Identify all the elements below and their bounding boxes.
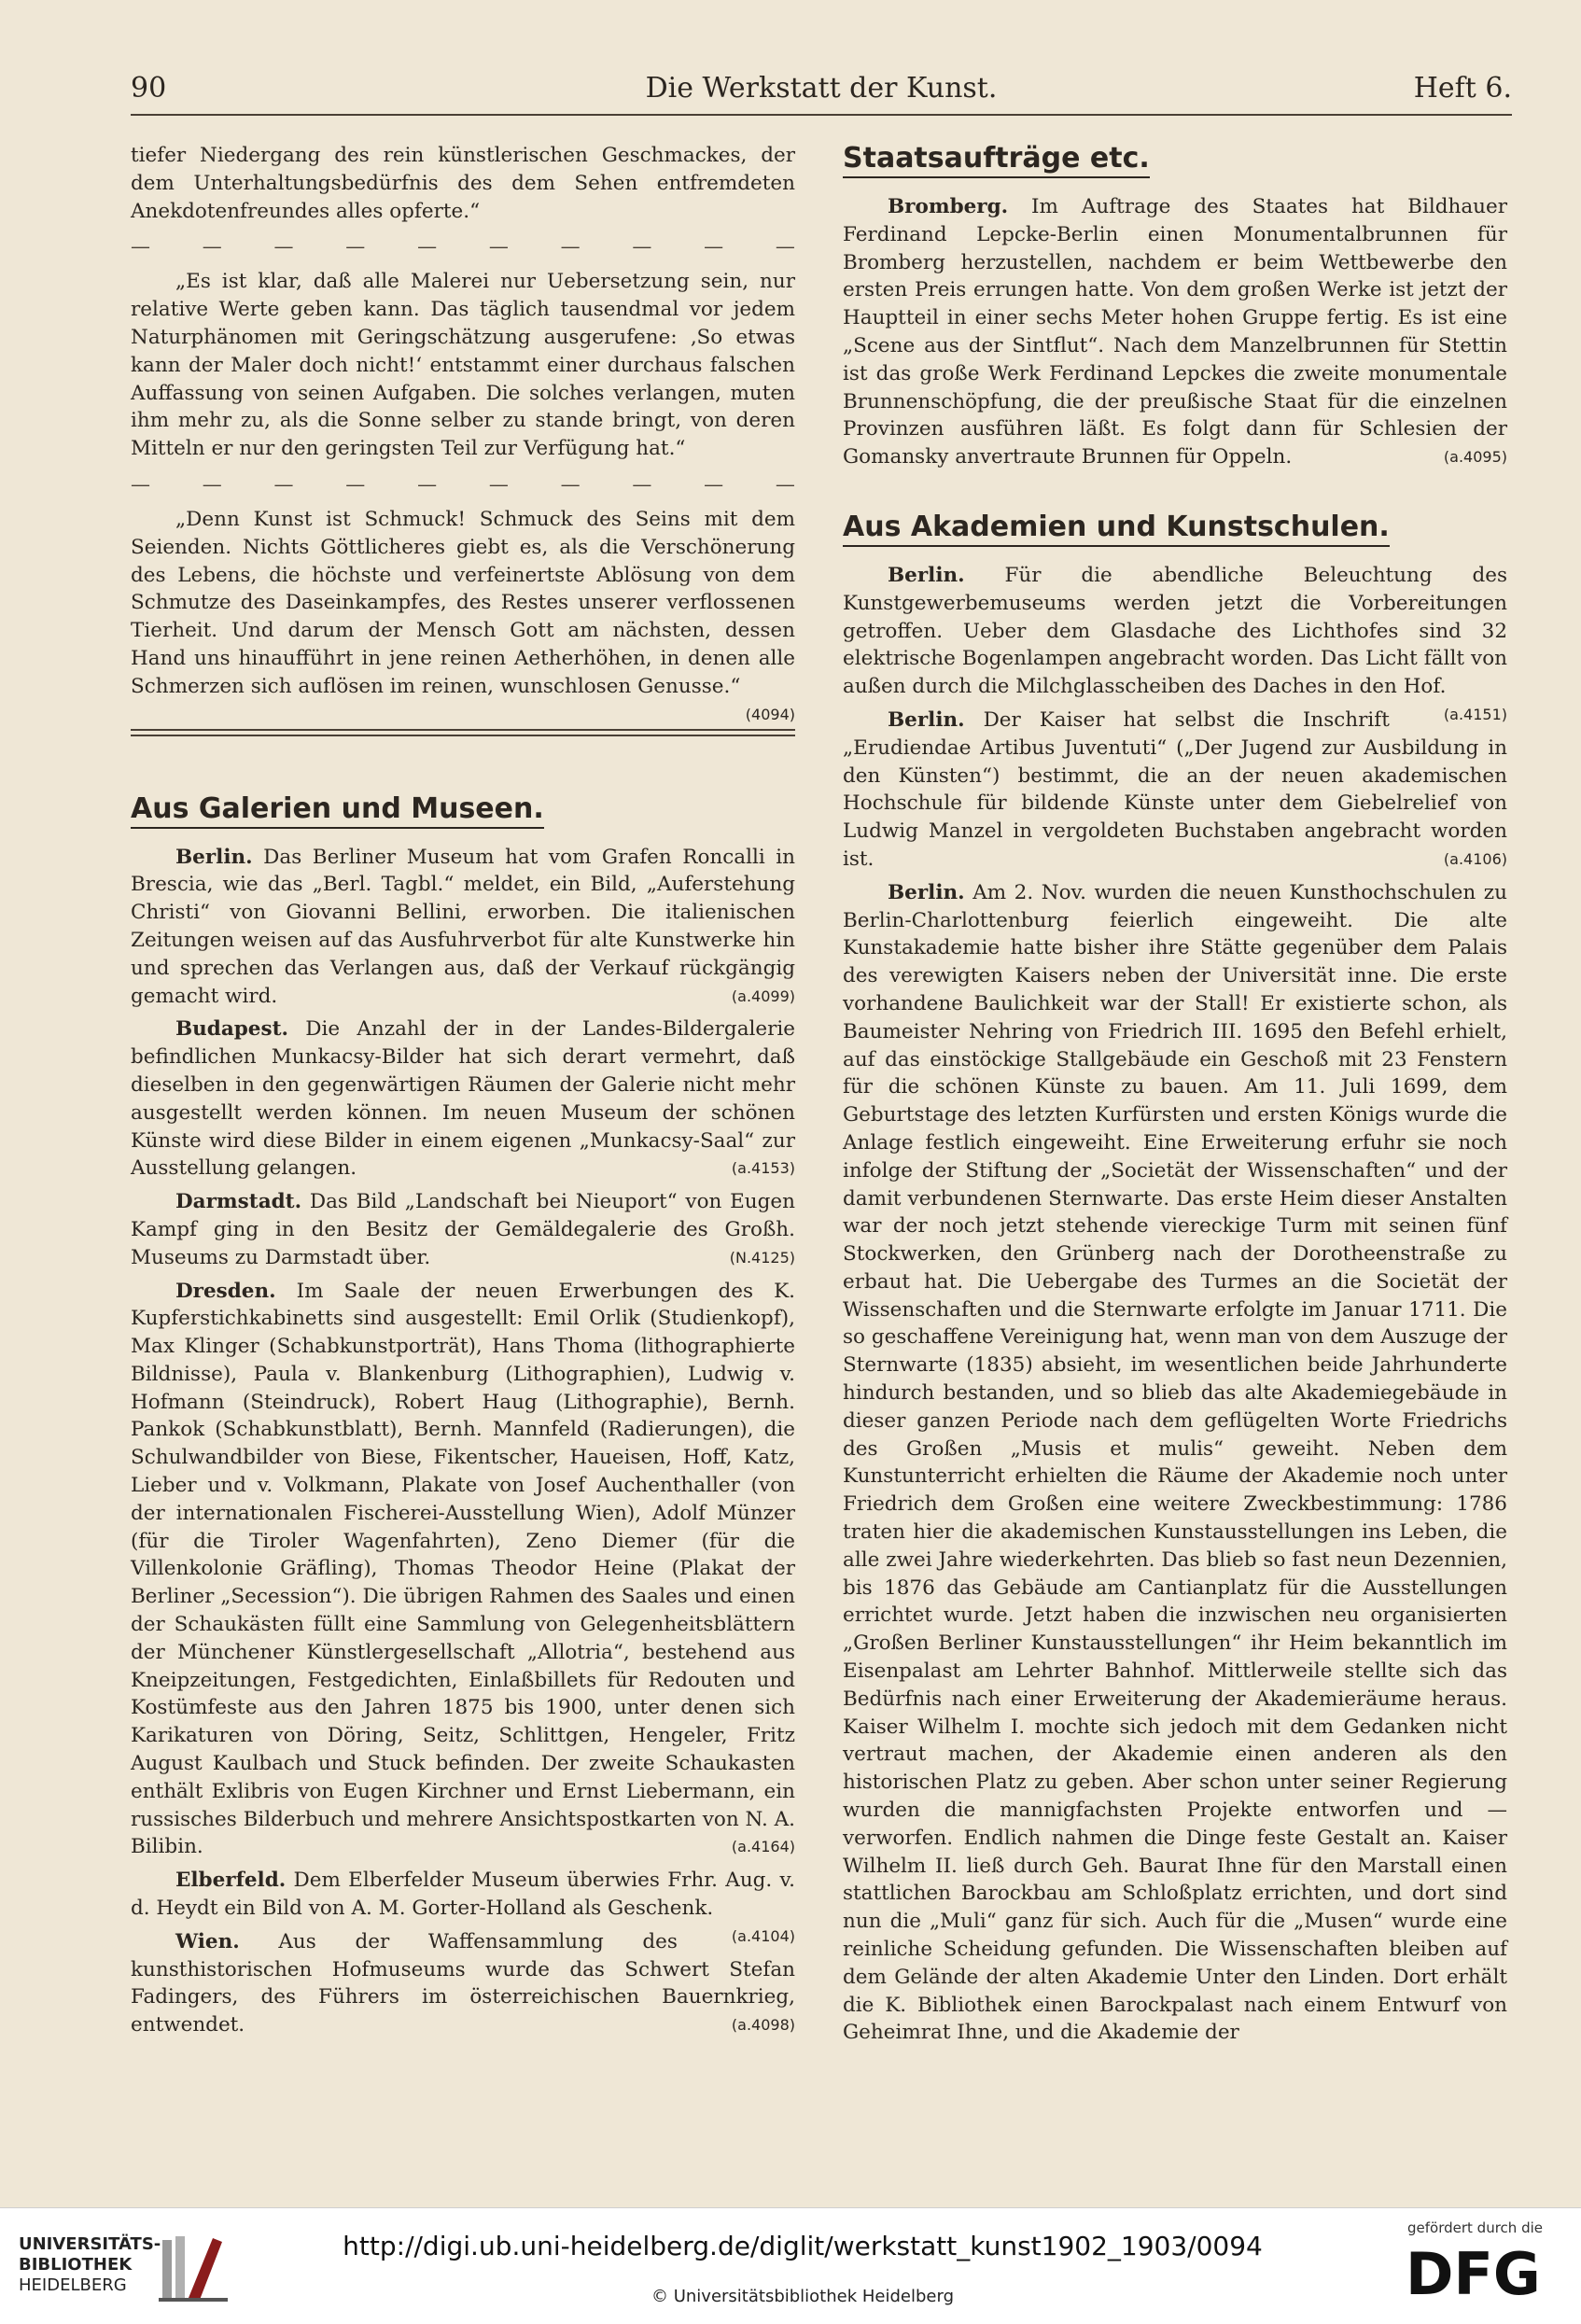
- funding-caption: gefördert durch die: [1407, 2219, 1543, 2236]
- news-item: [131, 1188, 795, 1271]
- reference-number: (a.4099): [731, 987, 795, 1005]
- news-list: [843, 562, 1507, 2047]
- left-column: [131, 142, 795, 2045]
- place-name: Dresden.: [175, 1279, 276, 1303]
- running-title: Die Werkstatt der Kunst.: [645, 72, 998, 105]
- place-name: Wien.: [175, 1929, 240, 1953]
- news-list: [131, 844, 795, 2039]
- place-name: Berlin.: [175, 845, 253, 869]
- place-name: Berlin.: [888, 563, 965, 587]
- reference-number: (a.4106): [1443, 849, 1507, 868]
- digitization-footer: [0, 2207, 1581, 2324]
- library-logo-icon: [157, 2231, 231, 2305]
- item-text: Der Kaiser hat selbst die Inschrift „Erudiendae Artibus Juventuti“ („Der Jugend zur Ausbildung in den Künsten“) bestimmt, die an der neuen akademischen Hochschule für bildende Künste unter dem Giebelrelief von Ludwig Manzel in vergoldeten Buchstaben angebracht worden ist.: [843, 707, 1507, 871]
- running-header: [131, 58, 1512, 116]
- place-name: Budapest.: [175, 1017, 289, 1042]
- item-text: Das Berliner Museum hat vom Grafen Roncalli in Brescia, wie das „Berl. Tagbl.“ meldet, ein Bild, „Auferstehung Christi“ von Giovanni Bellini, erworben. Die italienischen Zeitungen weisen auf das Ausfuhrverbot für alte Kunstwerke hin und sprechen das Verlangen aus, daß der Verkauf rückgängig gemacht wird.: [131, 845, 795, 1008]
- double-rule-divider: [131, 729, 795, 736]
- reference-number: (a.4095): [1443, 448, 1507, 467]
- reference-number: (N.4125): [729, 1248, 795, 1267]
- section-title: Staatsaufträge etc.: [843, 142, 1150, 178]
- dfg-logo-icon: [1406, 2242, 1546, 2300]
- item-text: Im Auftrage des Staates hat Bildhauer Ferdinand Lepcke-Berlin einen Monumentalbrunnen für Bromberg herzustellen, nachdem er beim Wettbewerbe den ersten Preis errungen hatte. Von dem großen Werke ist jetzt der Hauptteil in einer sechs Meter hohen Gruppe fertig. Es ist eine „Scene aus der Sintflut“. Nach dem Manzelbrunnen für Stettin ist das große Werk Ferdinand Lepckes die zweite monumentale Brunnenschöpfung, die der preußische Staat für die einzelnen Provinzen ausführen läßt. Es folgt dann für Schlesien der Gomansky anvertraute Brunnen für Oppeln.: [843, 195, 1507, 469]
- dash-separator: — — — — — — — — — —: [131, 472, 795, 496]
- news-item: [843, 193, 1507, 471]
- item-text: Am 2. Nov. wurden die neuen Kunsthochschulen zu Berlin-Charlottenburg feierlich eingeweiht. Die alte Kunstakademie hatte bisher ihre Stätte gegenüber dem Palais des verewigten Kaisers neben der Universität inne. Die erste vorhandene Baulichkeit war der Stall! Er existierte schon, als Baumeister Nehring von Friedrich III. 1695 den Befehl erhielt, auf das einstöckige Stallgebäude ein Geschoß mit 23 Fenstern für die schönen Künste zu bauen. Am 11. Juli 1699, dem Geburtstage des letzten Kurfürsten und ersten Königs wurde die Anlage festlich eingeweiht. Eine Erweiterung erfuhr sie noch infolge der Stiftung der „Societät der Wissenschaften“ und der damit verbundenen Sternwarte. Das erste Heim dieser Anstalten war der noch jetzt stehende viereckige Turm mit seinen fünf Stockwerken, den Grünberg nach der Dorotheenstraße zu erbaut hat. Die Uebergabe des Turmes an die Societät der Wissenschaften und die Sternwarte erfolgte im Januar 1711. Die so geschaffene Vereinigung hat, wenn man von dem Auszuge der Sternwarte (1835) absieht, im wesentlichen beide Jahrhunderte hindurch bestanden, und so blieb das alte Akademiegebäude in dieser ganzen Periode nach dem geflügelten Worte Friedrichs des Großen „Musis et mulis“ geweiht. Neben dem Kunstunterricht erhielten die Räume der Akademie noch unter Friedrich dem Großen eine weitere Zweckbestimmung: 1786 traten hier die akademischen Kunstausstellungen ins Leben, die alle zwei Jahre wiederkehrten. Das blieb so fast neun Dezennien, bis 1876 das Gebäude am Cantianplatz für die Ausstellungen errichtet wurde. Jetzt haben die inzwischen neu organisierten „Großen Berliner Kunstausstellungen“ ihr Heim bekanntlich im Eisenpalast am Lehrter Bahnhof. Mittlerweile stellte sich das Bedürfnis nach einer Erweiterung der Akademieräume heraus. Kaiser Wilhelm I. mochte sich jedoch mit dem Gedanken nicht vertraut machen, der Akademie einen anderen als den historischen Platz zu geben. Aber schon unter seiner Regierung wurden die mannigfachsten Projekte entworfen und — verworfen. Endlich nahmen die Dinge feste Gestalt an. Kaiser Wilhelm II. ließ durch Geh. Baurat Ihne für den Marstall einen stattlichen Barockbau am Schloßplatz errichten, und dort sind nun die „Muli“ ganz für sich. Auch für die „Musen“ wurde eine reinliche Scheidung gefunden. Die Wissenschaften bleiben auf dem Gelände der alten Akademie Unter den Linden. Dort erhält die K. Bibliothek einen Barockpalast nach einem Entwurf von Geheimrat Ihne, und die Akademie der: [843, 880, 1507, 2045]
- reference-number: (4094): [745, 705, 795, 723]
- paragraph: „Es ist klar, daß alle Malerei nur Uebersetzung sein, nur relative Werte geben kann. Das täglich tausendmal vor jedem Naturphänomen mit Geringschätzung ausgerufene: ‚So etwas kann der Maler doch nicht!‘ entstammt einer durchaus falschen Auffassung von seinen Aufgaben. Die solches verlangen, muten ihm mehr zu, als die Sonne selber zu stande bringt, von deren Mitteln er nur den geringsten Teil zur Verfügung hat.“: [131, 270, 795, 461]
- dash-separator: — — — — — — — — — —: [131, 235, 795, 259]
- news-item: [843, 879, 1507, 2047]
- section-title: Aus Galerien und Museen.: [131, 792, 544, 829]
- item-text: Für die abendliche Beleuchtung des Kunstgewerbemuseums werden jetzt die Vorbereitungen getroffen. Ueber dem Glasdache des Lichthofes sind 32 elektrische Bogenlampen angebracht worden. Das Licht fällt von außen durch die Milchglasscheiben des Daches in den Hof.: [843, 563, 1507, 699]
- copyright-notice: © Universitätsbibliothek Heidelberg: [651, 2287, 954, 2306]
- place-name: Berlin.: [888, 707, 965, 732]
- place-name: Bromberg.: [888, 195, 1009, 218]
- news-item: [131, 1278, 795, 1862]
- reference-number: (a.4164): [731, 1838, 795, 1856]
- place-name: Berlin.: [888, 880, 965, 904]
- reference-number: (a.4104): [731, 1926, 795, 1945]
- reference-number: (a.4151): [1443, 705, 1507, 723]
- reference-number: (a.4153): [731, 1159, 795, 1178]
- section-title: Aus Akademien und Kunstschulen.: [843, 511, 1390, 547]
- news-item: [131, 844, 795, 1011]
- issue-number: Heft 6.: [1413, 72, 1512, 105]
- library-name: UNIVERSITÄTS- BIBLIOTHEK HEIDELBERG: [19, 2234, 161, 2295]
- paragraph: „Denn Kunst ist Schmuck! Schmuck des Seins mit dem Seienden. Nichts Göttlicheres giebt es, als die Verschönerung des Lebens, die höchste und verfeinertste Ablösung von dem Schmutze des Daseinkampfes, des Restes unserer verflossenen Tierheit. Und darum der Mensch Gott am nächsten, dessen Hand uns hinaufführt in jene reinen Aetherhöhen, in denen alle Schmerzen sich auflösen im reinen, wunschlosen Genusse.“ (4094): [131, 506, 795, 701]
- news-item: [843, 707, 1507, 874]
- page-number: 90: [131, 72, 167, 105]
- place-name: Elberfeld.: [175, 1869, 287, 1893]
- news-item: [131, 1015, 795, 1183]
- item-text: Dem Elberfelder Museum überwies Frhr. Aug. v. d. Heydt ein Bild von A. M. Gorter-Holland als Geschenk.: [131, 1869, 795, 1921]
- right-column: [843, 142, 1507, 2052]
- svg-text:DFG: DFG: [1406, 2242, 1541, 2300]
- item-text: Das Bild „Landschaft bei Nieuport“ von Eugen Kampf ging in den Besitz der Gemäldegalerie des Großh. Museums zu Darmstadt über.: [131, 1190, 795, 1269]
- reference-number: (a.4098): [731, 2016, 795, 2035]
- permalink-url[interactable]: http://digi.ub.uni-heidelberg.de/diglit/werkstatt_kunst1902_1903/0094: [343, 2231, 1263, 2261]
- news-item: [843, 562, 1507, 723]
- place-name: Darmstadt.: [175, 1190, 302, 1214]
- item-text: Die Anzahl der in der Landes-Bildergalerie befindlichen Munkacsy-Bilder hat sich derart vermehrt, daß dieselben in den gegenwärtigen Räumen der Galerie nicht mehr ausgestellt werden können. Im neuen Museum der schönen Künste wird diese Bilder in einem eigenen „Munkacsy-Saal“ zur Ausstellung gelangen.: [131, 1017, 795, 1181]
- item-text: Aus der Waffensammlung des kunsthistorischen Hofmuseums wurde das Schwert Stefan Fadingers, des Führers im österreichischen Bauernkrieg, entwendet.: [131, 1929, 795, 2037]
- item-text: Im Saale der neuen Erwerbungen des K. Kupferstichkabinetts sind ausgestellt: Emil Orlik (Studienkopf), Max Klinger (Schabkunstporträt), Hans Thoma (lithographierte Bildnisse), Paula v. Blankenburg (Lithographien), Ludwig v. Hofmann (Steindruck), Robert Haug (Lithographie), Bernh. Pankok (Schabkunstblatt), Bernh. Mannfeld (Radierungen), die Schulwandbilder von Biese, Fikentscher, Haueisen, Hoff, Katz, Lieber und v. Volkmann, Plakate von Josef Auchenthaller (von der internationalen Fischerei-Ausstellung Wien), Adolf Münzer (für die Tiroler Wagenfahrten), Zeno Diemer (für die Villenkolonie Gräfling), Thomas Theodor Heine (Plakat der Berliner „Secession“). Die übrigen Rahmen des Saales und einen der Schaukästen füllt eine Sammlung von Gelegenheitsblättern der Münchener Künstlergesellschaft „Allotria“, bestehend aus Kneipzeitungen, Festgedichten, Einlaßbillets für Redouten und Kostümfeste aus den Jahren 1875 bis 1900, unter denen sich Karikaturen von Döring, Seitz, Schlittgen, Hengeler, Fritz August Kaulbach und Stuck befinden. Der zweite Schaukasten enthält Exlibris von Eugen Kirchner und Ernst Liebermann, ein russisches Bilderbuch und mehrere Ansichtspostkarten von N. A. Bilibin.: [131, 1279, 795, 1859]
- news-list: [843, 193, 1507, 471]
- paragraph: tiefer Niedergang des rein künstlerischen Geschmackes, der dem Unterhaltungsbedürfnis des dem Sehen entfremdeten Anekdotenfreundes alles opferte.“: [131, 144, 795, 223]
